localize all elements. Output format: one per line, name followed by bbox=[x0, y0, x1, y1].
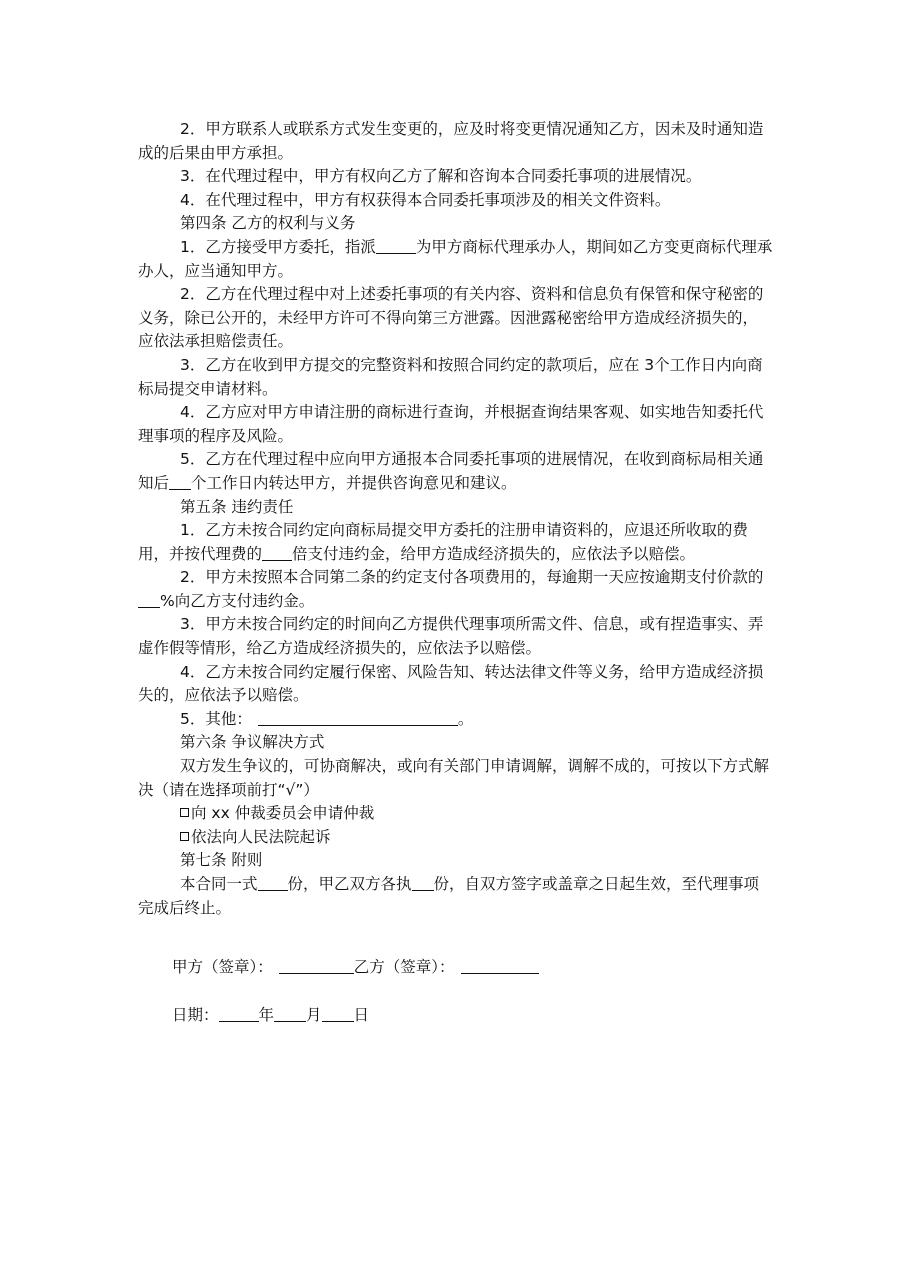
option-arbitration-label: 向 xx 仲裁委员会申请仲裁 bbox=[191, 804, 375, 823]
clause-5-1-text-a: 1．乙方未按合同约定向商标局提交甲方委托的注册申请资料的，应退还所收取的费用，并按代理费的 bbox=[138, 521, 748, 563]
clause-4-1 bbox=[138, 236, 773, 283]
clause-6-1: 双方发生争议的，可协商解决，或向有关部门申请调解，调解不成的，可按以下方式解决（请在选择项前打“√”） bbox=[138, 757, 770, 799]
copies-each-blank bbox=[412, 874, 434, 891]
checkbox-icon bbox=[180, 832, 189, 841]
clause-5-4: 4．乙方未按合同约定履行保密、风险告知、转达法律文件等义务，给甲方造成经济损失的，应依法予以赔偿。 bbox=[138, 662, 764, 705]
contract-body bbox=[138, 118, 773, 920]
year-label: 年 bbox=[258, 1006, 275, 1024]
article-4-heading: 第四条 乙方的权利与义务 bbox=[180, 214, 356, 233]
workdays-blank bbox=[169, 473, 191, 490]
clause-7-1-text-b: 份，甲乙双方各执 bbox=[287, 875, 412, 893]
penalty-percent-blank bbox=[138, 591, 160, 608]
penalty-multiple-blank bbox=[262, 543, 292, 560]
agent-name-blank bbox=[376, 237, 416, 254]
article-7-heading: 第七条 附则 bbox=[180, 851, 263, 870]
clause-5-5-text-b: 。 bbox=[457, 709, 474, 728]
option-arbitration bbox=[138, 802, 773, 826]
option-court-label: 依法向人民法院起诉 bbox=[191, 827, 331, 846]
copies-total-blank bbox=[258, 874, 288, 891]
party-a-signature-blank bbox=[279, 957, 354, 974]
year-blank bbox=[219, 1005, 259, 1022]
clause-3-3: 3．在代理过程中，甲方有权向乙方了解和咨询本合同委托事项的进展情况。 bbox=[180, 167, 702, 186]
clause-5-5 bbox=[138, 708, 773, 732]
clause-7-1-text-a: 本合同一式 bbox=[180, 875, 258, 893]
day-label: 日 bbox=[353, 1006, 370, 1024]
clause-5-2-text-a: 2．甲方未按照本合同第二条的约定支付各项费用的，每逾期一天应按逾期支付价款的 bbox=[180, 568, 764, 587]
clause-5-1-text-b: 倍支付违约金，给甲方造成经济损失的，应依法予以赔偿。 bbox=[292, 544, 696, 563]
article-5-heading: 第五条 违约责任 bbox=[180, 497, 294, 516]
month-blank bbox=[274, 1005, 306, 1022]
clause-4-1-text-a: 1．乙方接受甲方委托，指派 bbox=[180, 237, 376, 256]
clause-3-4: 4．在代理过程中，甲方有权获得本合同委托事项涉及的相关文件资料。 bbox=[180, 190, 671, 209]
other-terms-blank bbox=[258, 709, 458, 726]
clause-7-1 bbox=[138, 873, 773, 920]
month-label: 月 bbox=[306, 1006, 322, 1024]
signature-line bbox=[172, 955, 539, 977]
day-blank bbox=[322, 1005, 354, 1022]
party-b-signature-blank bbox=[461, 957, 539, 974]
clause-4-3: 3．乙方在收到甲方提交的完整资料和按照合同约定的款项后，应在 3个工作日内向商标局提交申请材料。 bbox=[138, 355, 763, 398]
checkbox-icon bbox=[180, 808, 189, 817]
article-6-heading: 第六条 争议解决方式 bbox=[180, 733, 325, 752]
date-line bbox=[172, 1003, 369, 1025]
clause-4-4: 4．乙方应对甲方申请注册的商标进行查询，并根据查询结果客观、如实地告知委托代理事项的程序及风险。 bbox=[138, 403, 764, 445]
clause-4-5 bbox=[138, 448, 773, 495]
clause-5-3: 3．甲方未按合同约定的时间向乙方提供代理事项所需文件、信息，或有捏造事实、弄虚作假等情形，给乙方造成经济损失的，应依法予以赔偿。 bbox=[138, 615, 764, 658]
clause-3-2: 2．甲方联系人或联系方式发生变更的，应及时将变更情况通知乙方，因未及时通知造成的后果由甲方承担。 bbox=[138, 120, 764, 162]
clause-4-5-text-b: 个工作日内转达甲方，并提供咨询意见和建议。 bbox=[191, 473, 517, 492]
party-b-signature-label: 乙方（签章）： bbox=[353, 958, 455, 976]
clause-7-1-text-c: 份，自双方签字或盖章之日起生效，至代理事项完成后终止。 bbox=[138, 875, 760, 917]
clause-5-2-text-b: %向乙方支付违约金。 bbox=[160, 591, 315, 610]
clause-4-5-text-a: 5．乙方在代理过程中应向甲方通报本合同委托事项的进展情况，在收到商标局相关通知后 bbox=[138, 450, 764, 492]
party-a-signature-label: 甲方（签章）： bbox=[172, 958, 273, 976]
date-label: 日期： bbox=[172, 1006, 219, 1024]
option-court bbox=[138, 826, 773, 850]
clause-5-1 bbox=[138, 519, 773, 566]
clause-4-1-text-b: 为甲方商标代理承办人，期间如乙方变更商标代理承办人，应当通知甲方。 bbox=[138, 237, 773, 280]
clause-5-2 bbox=[138, 566, 773, 613]
clause-5-5-text-a: 5．其他： bbox=[180, 709, 252, 728]
clause-4-2: 2．乙方在代理过程中对上述委托事项的有关内容、资料和信息负有保管和保守秘密的义务，除已公开的，未经甲方许可不得向第三方泄露。因泄露秘密给甲方造成经济损失的，应依法承担赔偿责任。 bbox=[138, 285, 764, 351]
